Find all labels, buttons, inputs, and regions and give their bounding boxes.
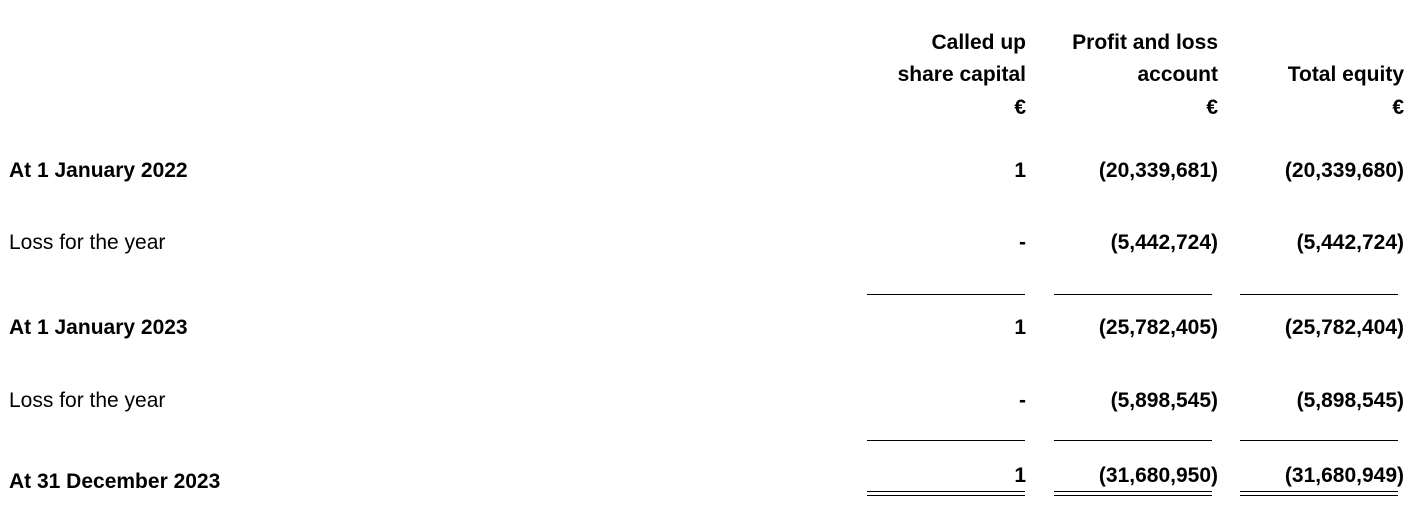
- header-share-capital-currency: €: [1014, 96, 1026, 119]
- header-total-equity-line2: Total equity: [1287, 63, 1404, 86]
- subtotal-rule-profit-loss-2: [1054, 440, 1212, 441]
- row1-total-equity: (20,339,680): [1284, 159, 1404, 182]
- row5-profit-loss: (31,680,950): [1098, 464, 1218, 487]
- row1-share-capital: 1: [1014, 159, 1026, 182]
- row5-share-capital: 1: [1014, 464, 1026, 487]
- row-label-at-1-january-2022: At 1 January 2022: [9, 159, 188, 182]
- subtotal-rule-total-equity-1: [1240, 294, 1398, 295]
- header-profit-loss-line1: Profit and loss: [1072, 31, 1218, 54]
- row2-total-equity: (5,442,724): [1296, 231, 1404, 254]
- row3-profit-loss: (25,782,405): [1098, 316, 1218, 339]
- total-double-rule-profit-loss: [1054, 491, 1212, 496]
- header-share-capital-line2: share capital: [897, 63, 1026, 86]
- row5-total-equity: (31,680,949): [1284, 464, 1404, 487]
- row4-share-capital: -: [1019, 389, 1026, 412]
- row2-profit-loss: (5,442,724): [1110, 231, 1218, 254]
- total-double-rule-total-equity: [1240, 491, 1398, 496]
- subtotal-rule-share-capital-2: [867, 440, 1025, 441]
- row1-profit-loss: (20,339,681): [1098, 159, 1218, 182]
- subtotal-rule-share-capital-1: [867, 294, 1025, 295]
- subtotal-rule-total-equity-2: [1240, 440, 1398, 441]
- row4-total-equity: (5,898,545): [1296, 389, 1404, 412]
- row3-share-capital: 1: [1014, 316, 1026, 339]
- row3-total-equity: (25,782,404): [1284, 316, 1404, 339]
- row-label-loss-for-the-year-2023: Loss for the year: [9, 389, 166, 412]
- subtotal-rule-profit-loss-1: [1054, 294, 1212, 295]
- total-double-rule-share-capital: [867, 491, 1025, 496]
- header-profit-loss-currency: €: [1206, 96, 1218, 119]
- row-label-at-1-january-2023: At 1 January 2023: [9, 316, 188, 339]
- row-label-loss-for-the-year-2022: Loss for the year: [9, 231, 166, 254]
- row2-share-capital: -: [1019, 231, 1026, 254]
- row4-profit-loss: (5,898,545): [1110, 389, 1218, 412]
- row-label-at-31-december-2023: At 31 December 2023: [9, 470, 221, 493]
- header-profit-loss-line2: account: [1137, 63, 1218, 86]
- header-share-capital-line1: Called up: [931, 31, 1026, 54]
- header-total-equity-currency: €: [1392, 96, 1404, 119]
